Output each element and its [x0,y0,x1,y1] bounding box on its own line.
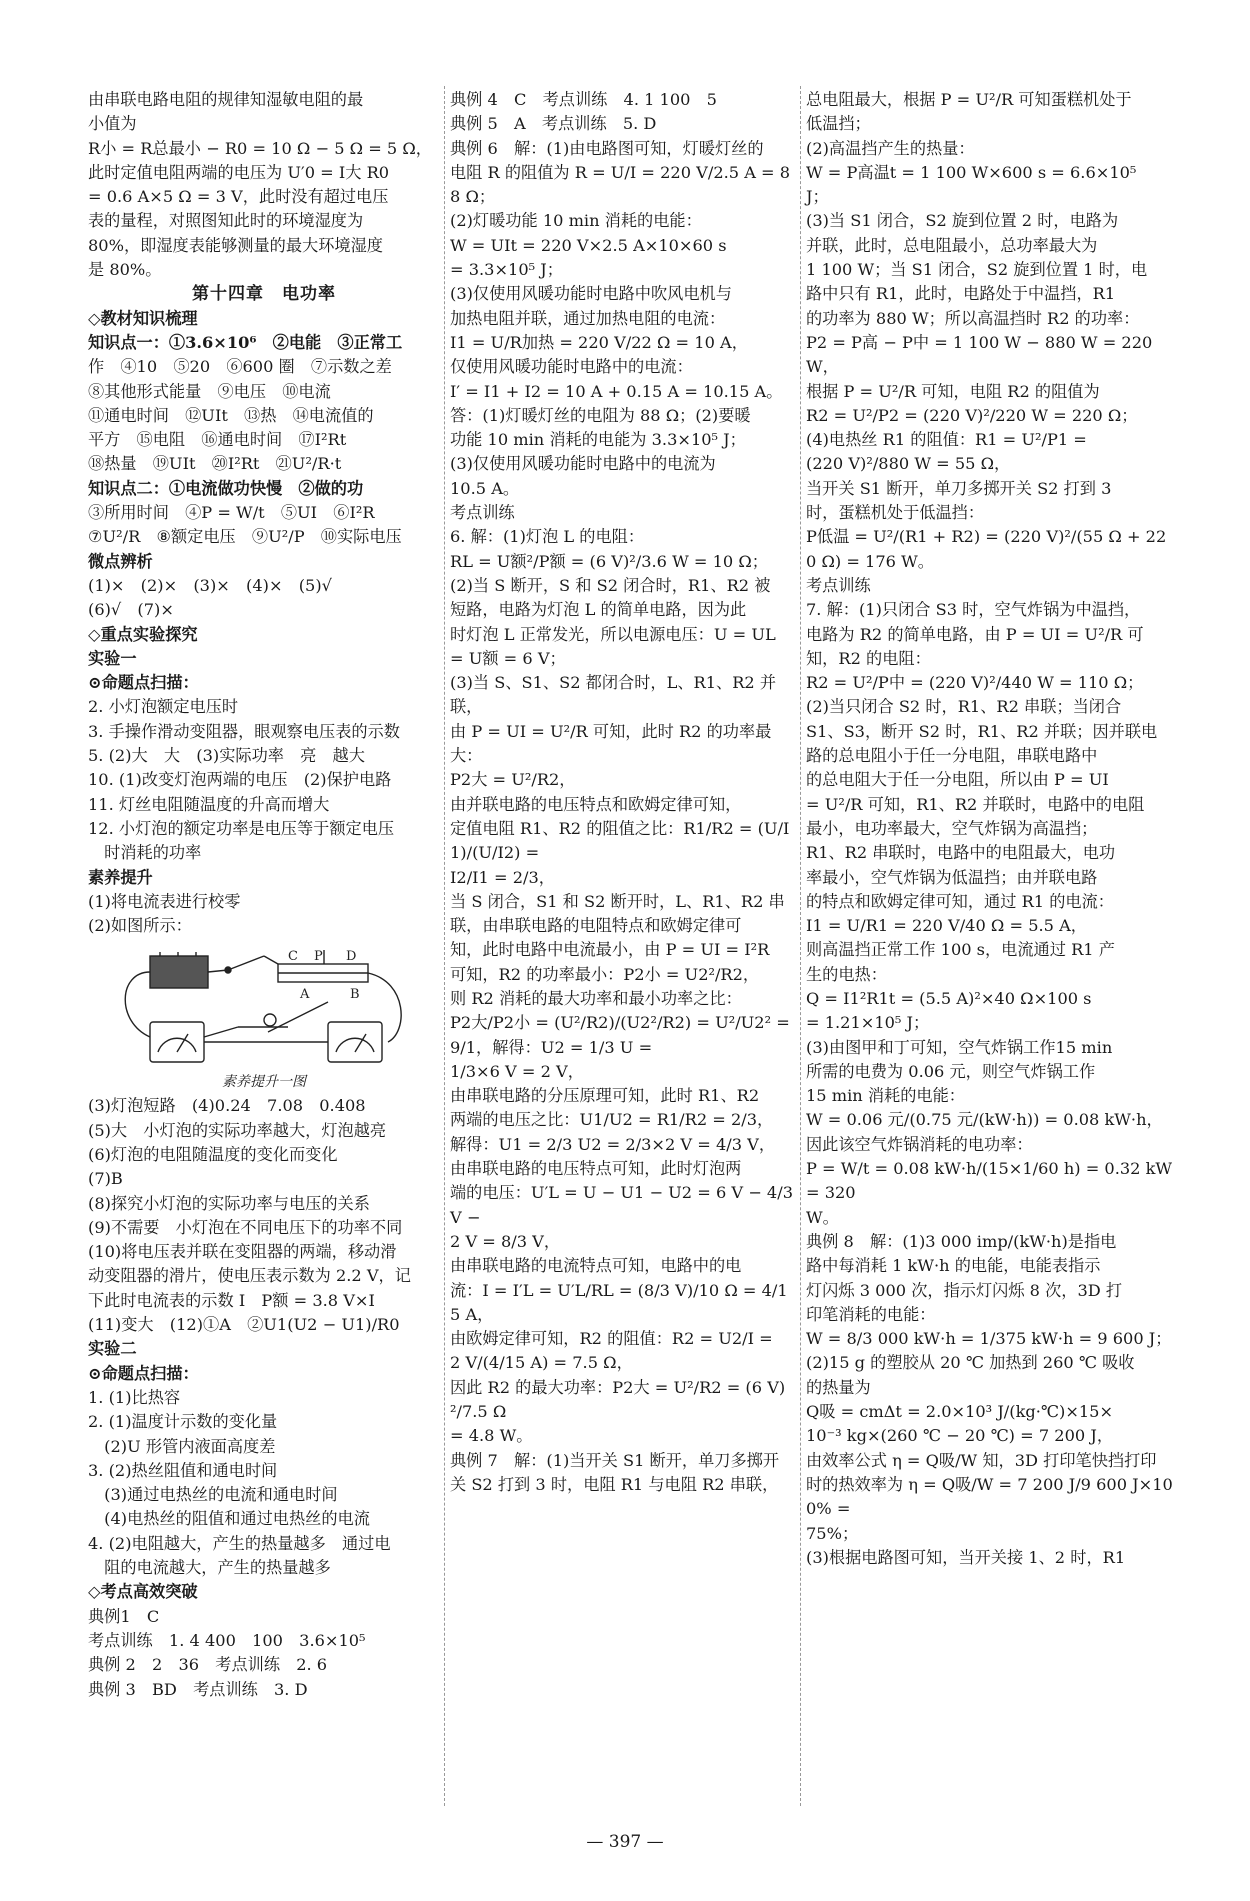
label-D: D [346,949,357,965]
text-line: (5)大 小灯泡的实际功率越大，灯泡越亮 [88,1120,387,1140]
text-line: 阻的电流越大，产生的热量越多 [88,1558,331,1578]
text-line: R2 = U²/P中 = (220 V)²/440 W = 110 Ω； [806,673,1144,693]
text-line: W = 0.06 元/(0.75 元/(kW·h)) = 0.08 kW·h， [806,1110,1163,1130]
text-line: 路中每消耗 1 kW·h 的电能，电能表指示 [806,1256,1101,1276]
text-line: 根据 P = U²/R 可知，电阻 R2 的阻值为 [806,381,1100,401]
text-line: 答：(1)灯暖灯丝的电阻为 88 Ω；(2)要暖 [450,405,751,425]
text-line: 低温挡； [806,114,871,134]
text-line: 的特点和欧姆定律可知，通过 R1 的电流： [806,891,1114,911]
text-line: 时的热效率为 η = Q吸/W = 7 200 J/9 600 J×100% = [806,1474,1173,1519]
text-line: 最小，电功率最大，空气炸锅为高温挡； [806,818,1098,838]
text-line: 短路，电路为灯泡 L 的简单电路，因为此 [450,600,747,620]
text-line: = 0.6 A×5 Ω = 3 V，此时没有超过电压 [88,187,389,207]
text-line: 12. 小灯泡的额定功率是电压等于额定电压 [88,818,395,838]
text-line: 功能 10 min 消耗的电能为 3.3×10⁵ J； [450,430,746,450]
text-line: 典例 7 解：(1)当开关 S1 断开，单刀多掷开 [450,1450,780,1470]
text-line: I1 = U/R1 = 220 V/40 Ω = 5.5 A， [806,916,1087,936]
text-line: 是 80%。 [88,260,162,280]
section-heading: 微点辨析 [88,551,153,571]
text-line: ③所用时间 ④P = W/t ⑤UI ⑥I²R [88,503,375,523]
text-line: R1、R2 串联时，电路中的电阻最大，电功 [806,843,1116,863]
label-B: B [350,987,360,1003]
text-line: R小 = R总最小 − R0 = 10 Ω − 5 Ω = 5 Ω， [88,138,432,158]
text-line: (2)当只闭合 S2 时，R1、R2 串联；当闭合 [806,697,1122,717]
text-line: 1. (1)比热容 [88,1387,181,1407]
text-line: 则 R2 消耗的最大功率和最小功率之比： [450,988,742,1008]
text-line: 平方 ⑮电阻 ⑯通电时间 ⑰I²Rt [88,430,347,450]
ammeter [150,1022,204,1062]
text-line: 由效率公式 η = Q吸/W 知，3D 打印笔快挡打印 [806,1450,1157,1470]
text-line: 典例 5 A 考点训练 5. D [450,114,657,134]
section-heading: 实验一 [88,648,137,668]
text-line: 由并联电路的电压特点和欧姆定律可知， [450,794,742,814]
text-line: 2. 小灯泡额定电压时 [88,697,239,717]
section-heading: ◇考点高效突破 [88,1582,198,1602]
text-line: 两端的电压之比：U1/U2 = R1/R2 = 2/3， [450,1110,774,1130]
text-line: 考点训练 [450,503,515,523]
text-line: R2 = U²/P2 = (220 V)²/220 W = 220 Ω； [806,405,1138,425]
text-line: 2 V = 8/3 V， [450,1231,561,1251]
text-line: 电路为 R2 的简单电路，由 P = UI = U²/R 可 [806,624,1144,644]
text-line: 80%，即湿度表能够测量的最大环境湿度 [88,235,383,255]
text-line: 知，此时电路中电流最小，由 P = UI = I²R [450,940,770,960]
text-line: Q = I1²R1t = (5.5 A)²×40 Ω×100 s [806,988,1092,1008]
text-line: 所需的电费为 0.06 元，则空气炸锅工作 [806,1061,1096,1081]
text-line: 3. (2)热丝阻值和通电时间 [88,1460,278,1480]
text-line: (10)将电压表并联在变阻器的两端，移动滑 [88,1242,397,1262]
battery-pack [150,956,208,988]
text-line: ⑦U²/R ⑧额定电压 ⑨U²/P ⑩实际电压 [88,527,402,547]
text-line: 关 S2 打到 3 时，电阻 R1 与电阻 R2 串联， [450,1474,779,1494]
text-line: 并联，此时，总电阻最小，总功率最大为 [806,235,1098,255]
section-heading: ◇教材知识梳理 [88,308,198,328]
text-line: (4)电热丝的阻值和通过电热丝的电流 [88,1509,370,1529]
answer-column-middle [450,88,799,1497]
text-line: 知识点二：①电流做功快慢 ②做的功 [88,478,364,498]
text-line: 动变阻器的滑片，使电压表示数为 2.2 V，记 [88,1266,411,1286]
section-heading: ⊙命题点扫描： [88,673,199,693]
text-line: 路中只有 R1，此时，电路处于中温挡，R1 [806,284,1116,304]
label-A: A [300,987,310,1003]
text-line: 当开关 S1 断开，单刀多掷开关 S2 打到 3 [806,478,1112,498]
figure-caption: 素养提升一图 [222,1074,306,1091]
text-line: 10⁻³ kg×(260 ℃ − 20 ℃) = 7 200 J， [806,1426,1114,1446]
text-line: = 1.21×10⁵ J； [806,1013,930,1033]
text-line: (1)× (2)× (3)× (4)× (5)√ [88,575,332,595]
text-line: ⑧其他形式能量 ⑨电压 ⑩电流 [88,381,331,401]
text-line: 由串联电路的电压特点可知，此时灯泡两 [450,1159,742,1179]
text-line: P低温 = U²/(R1 + R2) = (220 V)²/(55 Ω + 220 Ω) = 176 W。 [806,527,1167,571]
text-line: Q吸 = cmΔt = 2.0×10³ J/(kg·℃)×15× [806,1402,1114,1422]
text-line: (3)根据电路图可知，当开关接 1、2 时，R1 [806,1547,1126,1567]
text-line: (1)将电流表进行校零 [88,891,241,911]
text-line: P2大/P2小 = (U²/R2)/(U2²/R2) = U²/U2² = 9/1，解得：U2 = 1/3 U = [450,1013,795,1057]
text-line: I′ = I1 + I2 = 10 A + 0.15 A = 10.15 A。 [450,381,783,401]
text-line: 端的电压：U′L = U − U1 − U2 = 6 V − 4/3 V − [450,1183,799,1227]
text-line: 作 ④10 ⑤20 ⑥600 圈 ⑦示数之差 [88,357,392,377]
text-line: (3)当 S1 闭合，S2 旋到位置 2 时，电路为 [806,211,1119,231]
section-heading: ⊙命题点扫描： [88,1363,199,1383]
text-line: (2)灯暖功能 10 min 消耗的电能： [450,211,702,231]
text-line: (11)变大 (12)①A ②U1(U2 − U1)/R0 [88,1315,400,1335]
text-line: 典例1 C [88,1606,160,1626]
text-line: = U²/R 可知，R1、R2 并联时，电路中的电阻 [806,794,1145,814]
text-line: 典例 3 BD 考点训练 3. D [88,1679,308,1699]
text-line: P = W/t = 0.08 kW·h/(15×1/60 h) = 0.32 kW = 320 [806,1159,1178,1203]
text-line: = 4.8 W。 [450,1426,533,1446]
bulb [264,1014,276,1026]
answer-column-left [88,88,440,1702]
text-line: 时，蛋糕机处于低温挡： [806,503,985,523]
text-line: 典例 2 2 36 考点训练 2. 6 [88,1655,328,1675]
text-line: 印笔消耗的电能： [806,1304,936,1324]
text-line: W。 [806,1207,839,1227]
text-line: (3)通过电热丝的电流和通电时间 [88,1485,338,1505]
text-line: (2)如图所示： [88,916,192,936]
chapter-title: 第十四章 电功率 [192,284,336,305]
column-divider-2 [800,86,802,1806]
text-line: 4. (2)电阻越大，产生的热量越多 通过电 [88,1533,391,1553]
switch [228,956,264,970]
text-line: (4)电热丝 R1 的阻值：R1 = U²/P1 = [806,430,1087,450]
text-line: 3. 手操作滑动变阻器，眼观察电压表的示数 [88,721,400,741]
section-heading: ◇重点实验探究 [88,624,198,644]
text-line: (2)U 形管内液面高度差 [88,1436,276,1456]
text-line: 联，由串联电路的电阻特点和欧姆定律可 [450,916,742,936]
text-line: (3)仅使用风暖功能时电路中的电流为 [450,454,716,474]
text-line: ⑱热量 ⑲UIt ⑳I²Rt ㉑U²/R·t [88,454,342,474]
text-line: 路的总电阻小于任一分电阻，串联电路中 [806,746,1098,766]
text-line: (3)当 S、S1、S2 都闭合时，L、R1、R2 并联， [450,673,777,717]
text-line: 表的量程，对照图知此时的环境湿度为 [88,211,364,231]
text-line: (2)当 S 断开，S 和 S2 闭合时，R1、R2 被 [450,575,771,595]
text-line: 灯闪烁 3 000 次，指示灯闪烁 8 次，3D 打 [806,1280,1123,1300]
text-line: 下此时电流表的示数 I P额 = 3.8 V×I [88,1290,375,1310]
text-line: (2)15 g 的塑胶从 20 ℃ 加热到 260 ℃ 吸收 [806,1353,1135,1373]
text-line: (220 V)²/880 W = 55 Ω， [806,454,1011,474]
text-line: 2 V/(4/15 A) = 7.5 Ω， [450,1353,633,1373]
text-line: 考点训练 [806,575,871,595]
section-heading: 实验二 [88,1339,137,1359]
text-line: 率最小，空气炸锅为低温挡；由并联电路 [806,867,1098,887]
text-line: 10.5 A。 [450,478,520,498]
text-line: 典例 8 解：(1)3 000 imp/(kW·h)是指电 [806,1231,1117,1251]
text-line: 6. 解：(1)灯泡 L 的电阻： [450,527,645,547]
text-line: 流：I = I′L = U′L/RL = (8/3 V)/10 Ω = 4/15 A， [450,1280,788,1324]
text-line: 因此 R2 的最大功率：P2大 = U²/R2 = (6 V)²/7.5 Ω [450,1377,786,1422]
column-divider-1 [444,86,446,1806]
text-line: 则高温挡正常工作 100 s，电流通过 R1 产 [806,940,1115,960]
section-heading: 素养提升 [88,867,153,887]
text-line: = 3.3×10⁵ J； [450,260,563,280]
text-line: 定值电阻 R1、R2 的阻值之比：R1/R2 = (U/I1)/(U/I2) = [450,818,790,863]
text-line: = U额 = 6 V； [450,648,566,668]
text-line: P2大 = U²/R2， [450,770,576,790]
text-line: (7)B [88,1169,123,1189]
text-line: 由串联电路的分压原理可知，此时 R1、R2 [450,1086,760,1106]
text-line: 解得：U1 = 2/3 U2 = 2/3×2 V = 4/3 V， [450,1134,776,1154]
text-line: 典例 4 C 考点训练 4. 1 100 5 [450,90,717,109]
text-line: (3)由图甲和丁可知，空气炸锅工作15 min [806,1037,1113,1057]
text-line: 仅使用风暖功能时电路中的电流： [450,357,693,377]
text-line: 7. 解：(1)只闭合 S3 时，空气炸锅为中温挡， [806,600,1141,620]
text-line: 1/3×6 V = 2 V， [450,1061,584,1081]
text-line: 电阻 R 的阻值为 R = U/I = 220 V/2.5 A = 88 Ω； [450,162,791,207]
answer-column-right [806,88,1178,1570]
text-line: S1、S3，断开 S2 时，R1、R2 并联；因并联电 [806,721,1158,741]
text-line: (8)探究小灯泡的实际功率与电压的关系 [88,1193,370,1213]
text-line: 时消耗的功率 [88,843,202,863]
text-line: (3)仅使用风暖功能时电路中吹风电机与 [450,284,732,304]
text-line: 此时定值电阻两端的电压为 U′0 = I大 R0 [88,162,390,182]
text-line: 时灯泡 L 正常发光，所以电源电压：U = UL [450,624,776,644]
text-line: 总电阻最大，根据 P = U²/R 可知蛋糕机处于 [806,90,1132,109]
text-line: 2. (1)温度计示数的变化量 [88,1412,278,1432]
text-line: (2)高温挡产生的热量： [806,138,975,158]
circuit-diagram [88,942,440,1070]
text-line: (3)灯泡短路 (4)0.24 7.08 0.408 [88,1096,366,1116]
text-line: 10. (1)改变灯泡两端的电压 (2)保护电路 [88,770,392,790]
text-line: 典例 6 解：(1)由电路图可知，灯暖灯丝的 [450,138,764,158]
text-line: W = 8/3 000 kW·h = 1/375 kW·h = 9 600 J； [806,1329,1172,1349]
text-line: (6)√ (7)× [88,600,174,620]
text-line: RL = U额²/P额 = (6 V)²/3.6 W = 10 Ω； [450,551,768,571]
page-number: — 397 — [586,1832,664,1852]
text-line: ⑪通电时间 ⑫UIt ⑬热 ⑭电流值的 [88,405,374,425]
text-line: 知，R2 的电阻： [806,648,931,668]
text-line: 由串联电路电阻的规律知湿敏电阻的最 [88,90,364,109]
text-line: 15 min 消耗的电能： [806,1086,965,1106]
text-line: (9)不需要 小灯泡在不同电压下的功率不同 [88,1217,403,1237]
text-line: 生的电热： [806,964,887,984]
circuit-figure [88,942,440,1092]
text-line: J； [806,187,829,207]
voltmeter [328,1022,382,1062]
label-C: C [288,949,298,965]
text-line: I2/I1 = 2/3， [450,867,555,887]
text-line: 因此该空气炸锅消耗的电功率： [806,1134,1033,1154]
text-line: 1 100 W；当 S1 闭合，S2 旋到位置 1 时，电 [806,260,1148,280]
text-line: 可知，R2 的功率最小：P2小 = U2²/R2， [450,964,760,984]
text-line: 的功率为 880 W；所以高温挡时 R2 的功率： [806,308,1140,328]
text-line: (6)灯泡的电阻随温度的变化而变化 [88,1144,338,1164]
text-line: 由 P = UI = U²/R 可知，此时 R2 的功率最大： [450,721,772,766]
text-line: 加热电阻并联，通过加热电阻的电流： [450,308,726,328]
text-line: 的热量为 [806,1377,871,1397]
text-line: 5. (2)大 大 (3)实际功率 亮 越大 [88,746,365,766]
text-line: 知识点一：①3.6×10⁶ ②电能 ③正常工 [88,332,403,352]
text-line: 的总电阻大于任一分电阻，所以由 P = UI [806,770,1109,790]
text-line: 75%； [806,1523,859,1543]
text-line: 11. 灯丝电阻随温度的升高而增大 [88,794,330,814]
text-line: 由欧姆定律可知，R2 的阻值：R2 = U2/I = [450,1329,773,1349]
text-line: I1 = U/R加热 = 220 V/22 Ω = 10 A， [450,332,748,352]
text-line: 当 S 闭合，S1 和 S2 断开时，L、R1、R2 串 [450,891,785,911]
label-P: P [314,949,323,965]
text-line: 考点训练 1. 4 400 100 3.6×10⁵ [88,1630,366,1650]
text-line: P2 = P高 − P中 = 1 100 W − 880 W = 220 W， [806,332,1158,377]
text-line: W = UIt = 220 V×2.5 A×10×60 s [450,235,727,255]
text-line: W = P高温t = 1 100 W×600 s = 6.6×10⁵ [806,162,1137,182]
text-line: 小值为 [88,114,137,134]
text-line: 由串联电路的电流特点可知，电路中的电 [450,1256,742,1276]
